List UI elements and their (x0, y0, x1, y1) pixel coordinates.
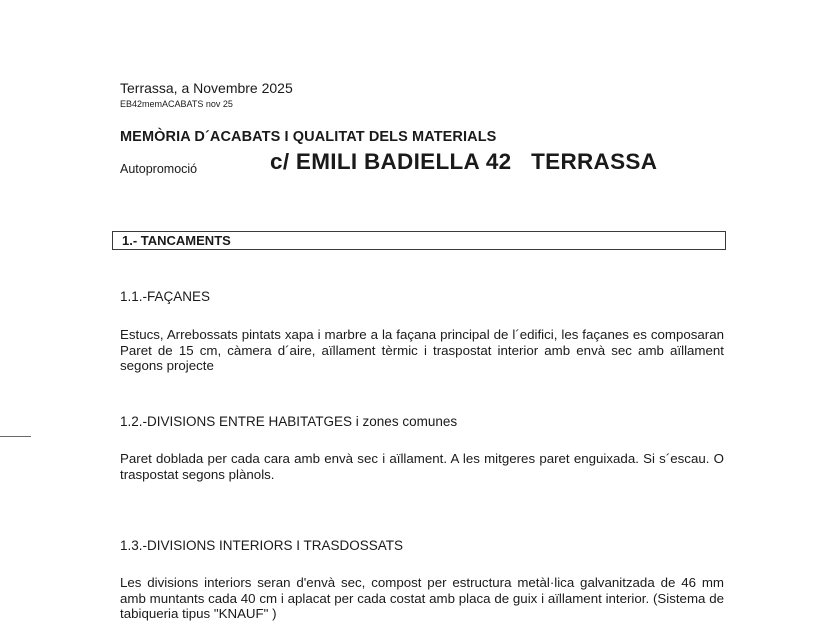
margin-rule (0, 436, 31, 437)
document-subtitle: Autopromoció (120, 162, 198, 176)
subsection-heading: 1.2.-DIVISIONS ENTRE HABITATGES i zones comunes (120, 414, 458, 429)
subsection-paragraph: Les divisions interiors seran d'envà sec, compost per estructura metàl·lica galvanitzada de 46 mm amb muntants cada 40 cm i aplacat per cada costat amb placa de guix i aïllament interior. (Sistema de tabiqueria tipus "KNAUF" ) (120, 575, 724, 622)
section-title: 1.- TANCAMENTS (122, 233, 231, 248)
section-title-box (112, 231, 726, 250)
subsection-paragraph: Estucs, Arrebossats pintats xapa i marbre a la façana principal de l´edifici, les façanes es composaran Paret de 15 cm, càmera d´aire, aïllament tèrmic i traspostat interior amb envà sec amb aïllament segons projecte (120, 327, 724, 374)
subsection-paragraph: Paret doblada per cada cara amb envà sec i aïllament. A les mitgeres paret enguixada. Si s´escau. O traspostat segons plànols. (120, 451, 724, 482)
document-title: MEMÒRIA D´ACABATS I QUALITAT DELS MATERIALS (120, 129, 497, 145)
document-reference: EB42memACABATS nov 25 (120, 99, 233, 109)
subsection-heading: 1.3.-DIVISIONS INTERIORS I TRASDOSSATS (120, 538, 404, 553)
location-date: Terrassa, a Novembre 2025 (120, 80, 293, 96)
property-address: c/ EMILI BADIELLA 42 TERRASSA (270, 149, 658, 174)
subsection-heading: 1.1.-FAÇANES (120, 289, 211, 304)
